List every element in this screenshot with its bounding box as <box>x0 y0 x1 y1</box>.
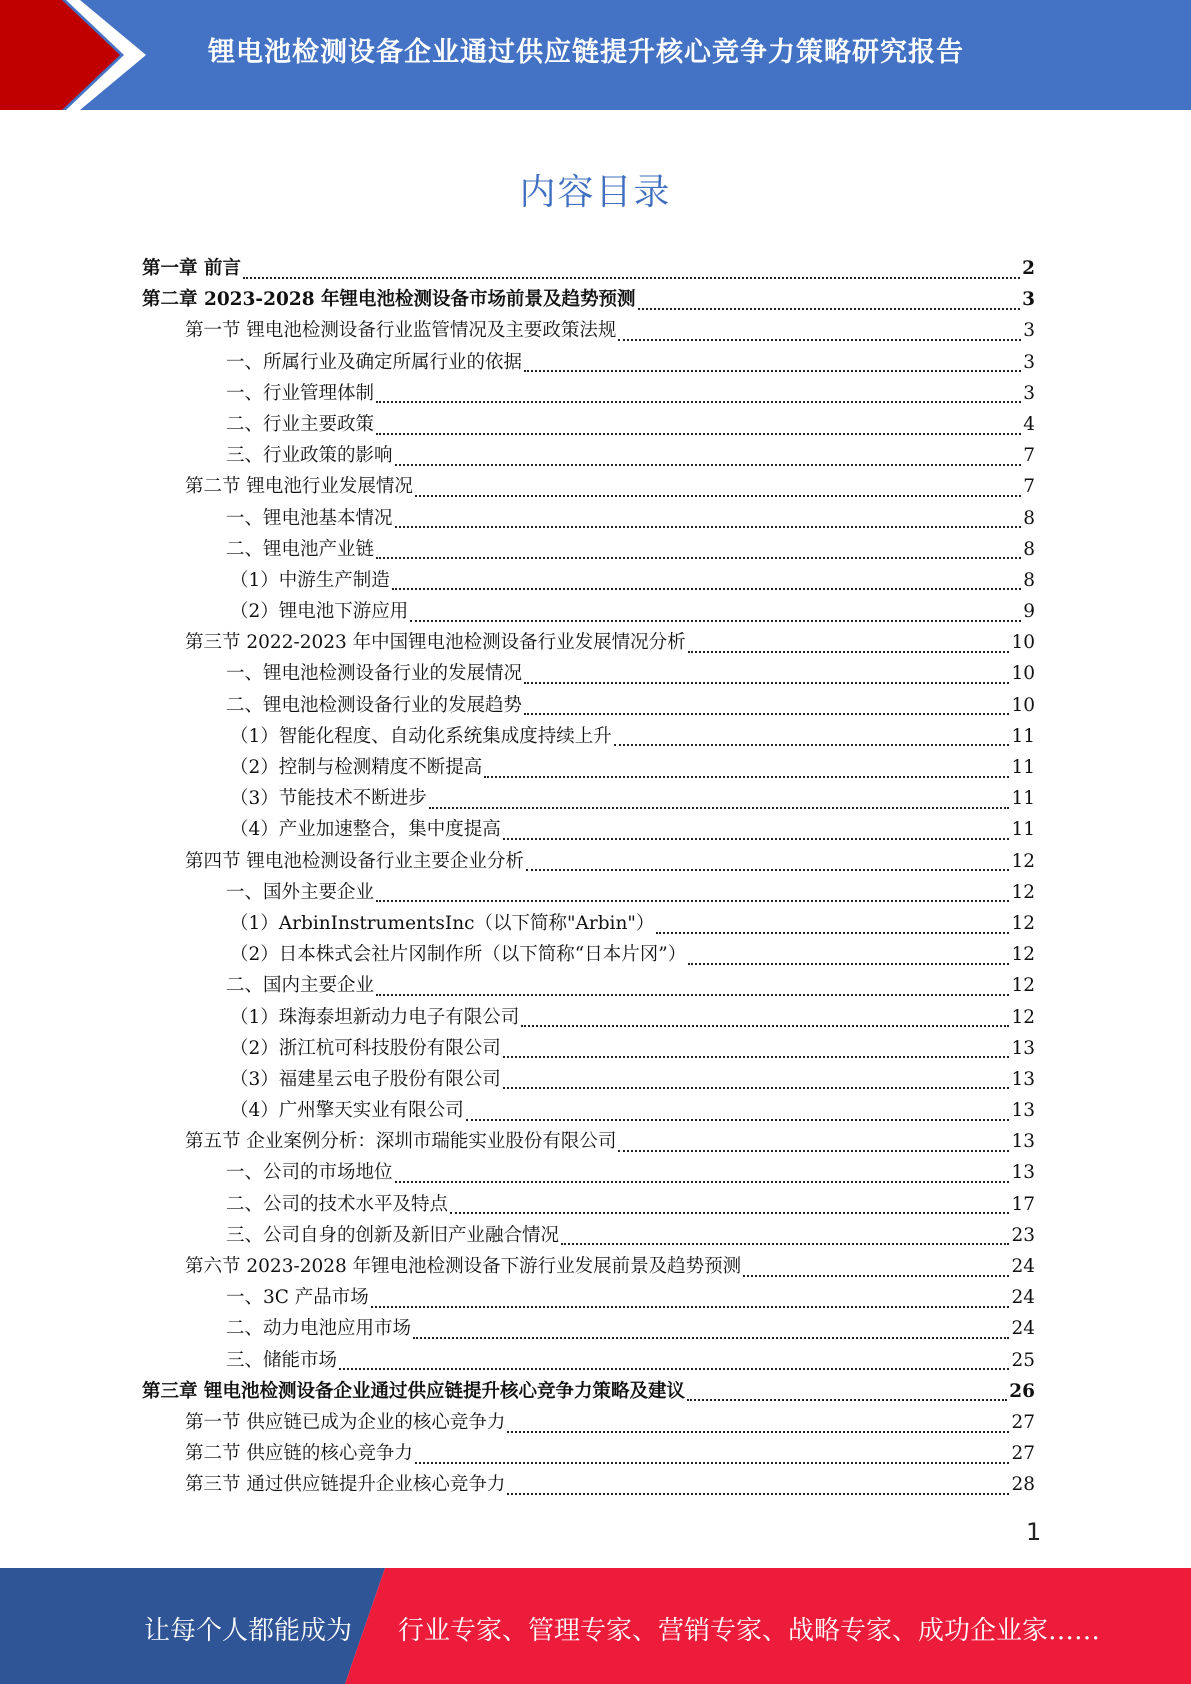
toc-entry-text: （2）锂电池下游应用 <box>230 601 409 623</box>
toc-entry-text: 第五节 企业案例分析：深圳市瑞能实业股份有限公司 <box>185 1131 617 1153</box>
toc-entry-page: 7 <box>1023 445 1035 467</box>
toc-leader-dots <box>688 651 1010 653</box>
toc-entry-page: 12 <box>1011 850 1035 872</box>
toc-entry-text: （3）节能技术不断进步 <box>230 788 427 810</box>
toc-entry-text: 第六节 2023-2028 年锂电池检测设备下游行业发展前景及趋势预测 <box>185 1256 742 1277</box>
toc-leader-dots <box>524 682 1009 684</box>
toc-leader-dots <box>466 1119 1010 1121</box>
toc-leader-dots <box>376 401 1021 403</box>
toc-entry[interactable] <box>142 908 1035 939</box>
toc-leader-dots <box>521 1025 1009 1027</box>
toc-entry-page: 13 <box>1011 1037 1035 1059</box>
toc-leader-dots <box>376 900 1009 902</box>
header-title: 锂电池检测设备企业通过供应链提升核心竞争力策略研究报告 <box>208 37 964 68</box>
toc-leader-dots <box>376 433 1021 435</box>
toc-entry-page: 10 <box>1011 663 1035 685</box>
toc-entry-page: 11 <box>1011 725 1035 747</box>
toc-entry[interactable] <box>142 721 1035 752</box>
toc-entry[interactable] <box>142 565 1035 596</box>
toc-leader-dots <box>618 339 1021 341</box>
toc-entry-text: 一、公司的市场地位 <box>226 1162 393 1184</box>
toc-entry[interactable] <box>142 846 1035 877</box>
toc-entry-page: 11 <box>1011 788 1035 810</box>
toc-leader-dots <box>395 464 1022 466</box>
toc-leader-dots <box>503 838 1010 840</box>
toc-leader-dots <box>503 1087 1010 1089</box>
toc-entry-page: 24 <box>1011 1256 1035 1277</box>
toc-entry[interactable] <box>142 1469 1035 1500</box>
toc-entry-text: 二、动力电池应用市场 <box>226 1318 412 1340</box>
toc-entry-text: 第二节 供应链的核心竞争力 <box>185 1443 413 1465</box>
toc-leader-dots <box>450 1212 1009 1214</box>
toc-entry-text: （2）控制与检测精度不断提高 <box>230 757 483 778</box>
toc-entry[interactable] <box>142 1345 1035 1376</box>
toc-entry[interactable] <box>142 596 1035 627</box>
toc-entry[interactable] <box>142 970 1035 1001</box>
toc-entry-page: 10 <box>1011 632 1035 654</box>
toc-entry-page: 25 <box>1011 1349 1035 1371</box>
footer-slogan-right: 行业专家、管理专家、营销专家、战略专家、成功企业家…… <box>398 1616 1101 1646</box>
toc-entry[interactable] <box>142 939 1035 970</box>
toc-leader-dots <box>413 1337 1009 1339</box>
toc-entry-text: （1）智能化程度、自动化系统集成度持续上升 <box>230 725 612 747</box>
toc-leader-dots <box>614 744 1010 746</box>
toc-entry-page: 12 <box>1011 944 1035 966</box>
toc-entry[interactable] <box>142 1095 1035 1126</box>
toc-entry-page: 12 <box>1011 912 1035 934</box>
toc-entry-text: 第三节 通过供应链提升企业核心竞争力 <box>185 1474 506 1496</box>
toc-entry-text: 第三章 锂电池检测设备企业通过供应链提升核心竞争力策略及建议 <box>142 1380 685 1402</box>
toc-entry[interactable] <box>142 1251 1035 1282</box>
toc-entry-page: 13 <box>1011 1131 1035 1153</box>
toc-entry[interactable] <box>142 503 1035 534</box>
toc-entry-page: 3 <box>1023 320 1035 342</box>
toc-leader-dots <box>415 1462 1010 1464</box>
toc-leader-dots <box>484 776 1009 778</box>
toc-entry-page: 8 <box>1023 569 1035 591</box>
toc-entry-page: 9 <box>1023 601 1035 623</box>
toc-leader-dots <box>376 994 1009 996</box>
toc-leader-dots <box>638 308 1021 310</box>
toc-entry-page: 27 <box>1011 1443 1035 1465</box>
toc-entry-page: 23 <box>1011 1224 1035 1246</box>
toc-entry-page: 10 <box>1011 694 1035 716</box>
footer-slogan-left: 让每个人都能成为 <box>144 1616 353 1646</box>
toc-entry[interactable] <box>142 1126 1035 1157</box>
header-banner <box>0 0 1191 110</box>
toc-entry-page: 12 <box>1011 1006 1035 1028</box>
toc-entry[interactable] <box>142 1002 1035 1033</box>
toc-entry-page: 13 <box>1011 1068 1035 1090</box>
toc-entry-text: 一、国外主要企业 <box>226 881 375 903</box>
toc-entry[interactable] <box>142 284 1035 315</box>
toc-entry[interactable] <box>142 1282 1035 1313</box>
toc-entry-page: 3 <box>1022 289 1035 311</box>
toc-entry[interactable] <box>142 378 1035 409</box>
toc-leader-dots <box>507 1493 1009 1495</box>
toc-title: 内容目录 <box>519 172 672 213</box>
footer-banner <box>0 1568 1191 1684</box>
toc-leader-dots <box>395 1181 1010 1183</box>
toc-leader-dots <box>339 1368 1009 1370</box>
toc-entry-page: 24 <box>1011 1318 1035 1340</box>
toc-entry-text: 第二章 2023-2028 年锂电池检测设备市场前景及趋势预测 <box>142 289 636 311</box>
toc-entry[interactable] <box>142 440 1035 471</box>
toc-entry-text: （1）中游生产制造 <box>230 569 390 591</box>
toc-entry[interactable] <box>142 1313 1035 1344</box>
toc-entry-page: 8 <box>1023 538 1035 560</box>
toc-entry-page: 28 <box>1011 1474 1035 1496</box>
toc-entry[interactable] <box>142 534 1035 565</box>
toc-leader-dots <box>371 1306 1010 1308</box>
toc-entry[interactable] <box>142 1376 1035 1407</box>
toc-entry[interactable] <box>142 690 1035 721</box>
toc-entry[interactable] <box>142 877 1035 908</box>
toc-entry-text: （2）浙江杭可科技股份有限公司 <box>230 1037 501 1059</box>
toc-entry-text: 第一章 前言 <box>142 258 241 279</box>
toc-entry[interactable] <box>142 471 1035 502</box>
toc-leader-dots <box>524 713 1009 715</box>
toc-entry-text: 二、锂电池产业链 <box>226 538 375 560</box>
toc-leader-dots <box>503 1056 1010 1058</box>
toc-entry-text: 二、公司的技术水平及特点 <box>226 1193 449 1215</box>
toc-entry-text: 二、国内主要企业 <box>226 975 375 997</box>
toc-leader-dots <box>429 807 1010 809</box>
toc-entry[interactable] <box>142 814 1035 845</box>
toc-leader-dots <box>410 620 1021 622</box>
toc-entry[interactable] <box>142 658 1035 689</box>
toc-leader-dots <box>618 1150 1009 1152</box>
toc-leader-dots <box>687 1399 1007 1401</box>
toc-entry-text: 一、锂电池检测设备行业的发展情况 <box>226 663 523 685</box>
toc-entry-page: 13 <box>1011 1100 1035 1122</box>
toc-entry-page: 2 <box>1022 258 1035 279</box>
toc-entry[interactable] <box>142 1064 1035 1095</box>
toc-entry[interactable] <box>142 1189 1035 1220</box>
toc-entry-text: 一、行业管理体制 <box>226 382 375 404</box>
toc-entry[interactable] <box>142 253 1035 284</box>
toc-entry-text: 第二节 锂电池行业发展情况 <box>185 476 413 498</box>
toc-entry-text: 二、行业主要政策 <box>226 413 375 435</box>
toc-entry-page: 3 <box>1023 351 1035 373</box>
toc-entry-text: 第三节 2022-2023 年中国锂电池检测设备行业发展情况分析 <box>185 632 686 654</box>
toc-entry-page: 8 <box>1023 507 1035 529</box>
toc-leader-dots <box>656 932 1009 934</box>
toc-entry-page: 12 <box>1011 975 1035 997</box>
toc-entry[interactable] <box>142 1220 1035 1251</box>
toc-entry[interactable] <box>142 752 1035 783</box>
toc-entry-text: （4）广州擎天实业有限公司 <box>230 1100 464 1122</box>
toc-entry-page: 17 <box>1011 1193 1035 1215</box>
toc-entry[interactable] <box>142 1033 1035 1064</box>
toc-entry-text: 第一节 供应链已成为企业的核心竞争力 <box>185 1411 506 1433</box>
toc-leader-dots <box>243 277 1020 279</box>
toc-entry-page: 7 <box>1023 476 1035 498</box>
toc-entry-text: （3）福建星云电子股份有限公司 <box>230 1068 501 1090</box>
toc-entry-text: （2）日本株式会社片冈制作所（以下简称“日本片冈”） <box>230 944 687 966</box>
toc-entry-text: 三、公司自身的创新及新旧产业融合情况 <box>226 1224 560 1246</box>
toc-leader-dots <box>376 557 1021 559</box>
toc-leader-dots <box>561 1243 1009 1245</box>
toc-entry[interactable] <box>142 1407 1035 1438</box>
toc-leader-dots <box>524 370 1021 372</box>
toc-entry[interactable] <box>142 409 1035 440</box>
page-number: 1 <box>1026 1518 1042 1546</box>
toc-entry-page: 4 <box>1023 413 1035 435</box>
toc-leader-dots <box>688 963 1009 965</box>
toc-leader-dots <box>526 869 1010 871</box>
toc-leader-dots <box>743 1275 1009 1277</box>
toc-entry-text: 二、锂电池检测设备行业的发展趋势 <box>226 694 523 716</box>
toc-entry-text: 第四节 锂电池检测设备行业主要企业分析 <box>185 850 524 872</box>
toc-leader-dots <box>507 1431 1009 1433</box>
toc-leader-dots <box>395 526 1022 528</box>
toc-entry[interactable] <box>142 783 1035 814</box>
toc-entry[interactable] <box>142 627 1035 658</box>
toc-entry[interactable] <box>142 347 1035 378</box>
toc-entry-text: （1）ArbinInstrumentsInc（以下简称"Arbin"） <box>230 912 655 934</box>
toc-entry-text: 第一节 锂电池检测设备行业监管情况及主要政策法规 <box>185 320 617 342</box>
toc-entry-page: 12 <box>1011 881 1035 903</box>
toc-entry-text: （4）产业加速整合，集中度提高 <box>230 819 501 841</box>
toc-entry[interactable] <box>142 1157 1035 1188</box>
toc-entry-page: 13 <box>1011 1162 1035 1184</box>
toc-entry[interactable] <box>142 315 1035 346</box>
toc-entry-text: 一、3C 产品市场 <box>226 1287 369 1309</box>
toc-entry-text: 一、锂电池基本情况 <box>226 507 393 529</box>
toc-entry-page: 27 <box>1011 1411 1035 1433</box>
toc-entry-text: （1）珠海泰坦新动力电子有限公司 <box>230 1006 520 1028</box>
toc-leader-dots <box>415 495 1021 497</box>
toc-entry[interactable] <box>142 1438 1035 1469</box>
toc-entry-text: 三、行业政策的影响 <box>226 445 393 467</box>
toc-leader-dots <box>392 588 1021 590</box>
toc-entry-text: 一、所属行业及确定所属行业的依据 <box>226 351 523 373</box>
table-of-contents <box>142 253 1035 1501</box>
toc-entry-page: 11 <box>1011 757 1035 778</box>
toc-entry-page: 24 <box>1011 1287 1035 1309</box>
toc-entry-page: 3 <box>1023 382 1035 404</box>
toc-entry-text: 三、储能市场 <box>226 1349 338 1371</box>
toc-entry-page: 11 <box>1011 819 1035 841</box>
toc-entry-page: 26 <box>1009 1380 1035 1402</box>
